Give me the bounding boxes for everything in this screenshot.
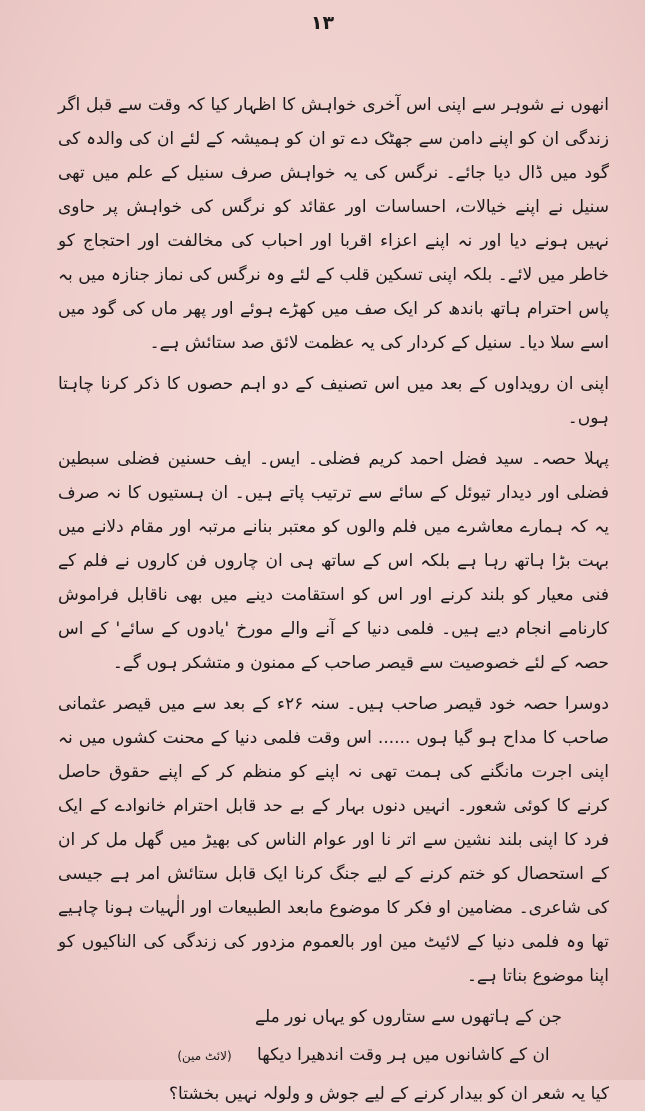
body-text bbox=[58, 88, 609, 1111]
verse-line-2 bbox=[58, 1038, 609, 1073]
closing-line: کیا یہ شعر ان کو بیدار کرنے کے لیے جوش و ولولہ نہیں بخشتا؟ bbox=[169, 1084, 609, 1104]
paragraph-1: انھوں نے شوہر سے اپنی اس آخری خواہش کا اظہار کیا کہ وقت سے قبل اگر زندگی ان کو اپنے دامن سے جھٹک دے تو ان کو ہمیشہ کے لئے ان کی والدہ کی گود میں ڈال دیا جائے۔ نرگس کی یہ خواہش صرف سنیل کے علم میں تھی سنیل نے اپنے خیالات، احساسات اور عقائد کو نرگس کی خواہش پر حاوی نہیں ہونے دیا اور نہ اپنے اعزاء اقربا اور احباب کی مخالفت اور احتجاج کو خاطر میں لائے۔ بلکہ اپنی تسکین قلب کے لئے وہ نرگس کی نماز جنازہ میں بہ پاس احترام ہاتھ باندھ کر ایک صف میں کھڑے ہوئے اور پھر ماں کی گود میں اسے سلا دیا۔ سنیل کے کردار کی یہ عظمت لائق صد ستائش ہے۔ bbox=[58, 95, 609, 353]
verse-line-2-text: ان کے کاشانوں میں ہر وقت اندھیرا دیکھا bbox=[257, 1045, 550, 1065]
paragraph-2: اپنی ان رویداوں کے بعد میں اس تصنیف کے دو اہم حصوں کا ذکر کرنا چاہتا ہوں۔ bbox=[58, 374, 609, 428]
verse-attribution: (لائٹ مین) bbox=[177, 1049, 232, 1063]
paragraph-4: دوسرا حصہ خود قیصر صاحب ہیں۔ سنہ ۲۶ء کے بعد سے میں قیصر عثمانی صاحب کا مداح ہو گیا ہوں ...... اس وقت فلمی دنیا کے محنت کشوں میں نہ اپنی اجرت مانگنے کی ہمت تھی نہ اپنے کو منظم کر کے اپنے حقوق حاصل کرنے کا کوئی شعور۔ انہیں دنوں بہار کے بے حد قابل احترام خانوادے کے ایک فرد کا اپنی بلند نشین سے اتر نا اور عوام الناس کی بھیڑ میں گھل مل کر ان کے استحصال کو ختم کرنے کے لیے جنگ کرنا ایک قابل ستائش امر ہے جیسی کی شاعری۔ مضامین او فکر کا موضوع مابعد الطبیعات اور الٰہیات ہونا چاہیے تھا وہ فلمی دنیا کے لائیٹ مین اور بالعموم مزدور کی زندگی کی الناکیوں کو اپنا موضوع بناتا ہے۔ bbox=[58, 694, 609, 986]
verse-block bbox=[58, 1000, 609, 1073]
verse-line-1: جن کے ہاتھوں سے ستاروں کو یہاں نور ملے bbox=[254, 1007, 563, 1027]
paragraph-3: پہلا حصہ۔ سید فضل احمد کریم فضلی۔ ایس۔ ایف حسنین فضلی سبطین فضلی اور دیدار تیوئل کے سائے سے ترتیب پاتے ہیں۔ ان ہستیوں کا نہ صرف یہ کہ ہمارے معاشرے میں فلم والوں کو معتبر بنانے مرتبہ اور مقام دلانے میں بہت بڑا ہاتھ رہا ہے بلکہ اس کے ساتھ ہی ان چاروں فن کاروں نے فلم کے فنی معیار کو بلند کرنے اور اس کو استقامت دینے میں بھی ناقابل فراموش کارنامے انجام دیے ہیں۔ فلمی دنیا کے آنے والے مورخ 'یادوں کے سائے' کے اس حصہ کے لئے خصوصیت سے قیصر صاحب کے ممنون و متشکر ہوں گے۔ bbox=[58, 449, 609, 673]
page-number: ۱۳ bbox=[310, 12, 335, 34]
